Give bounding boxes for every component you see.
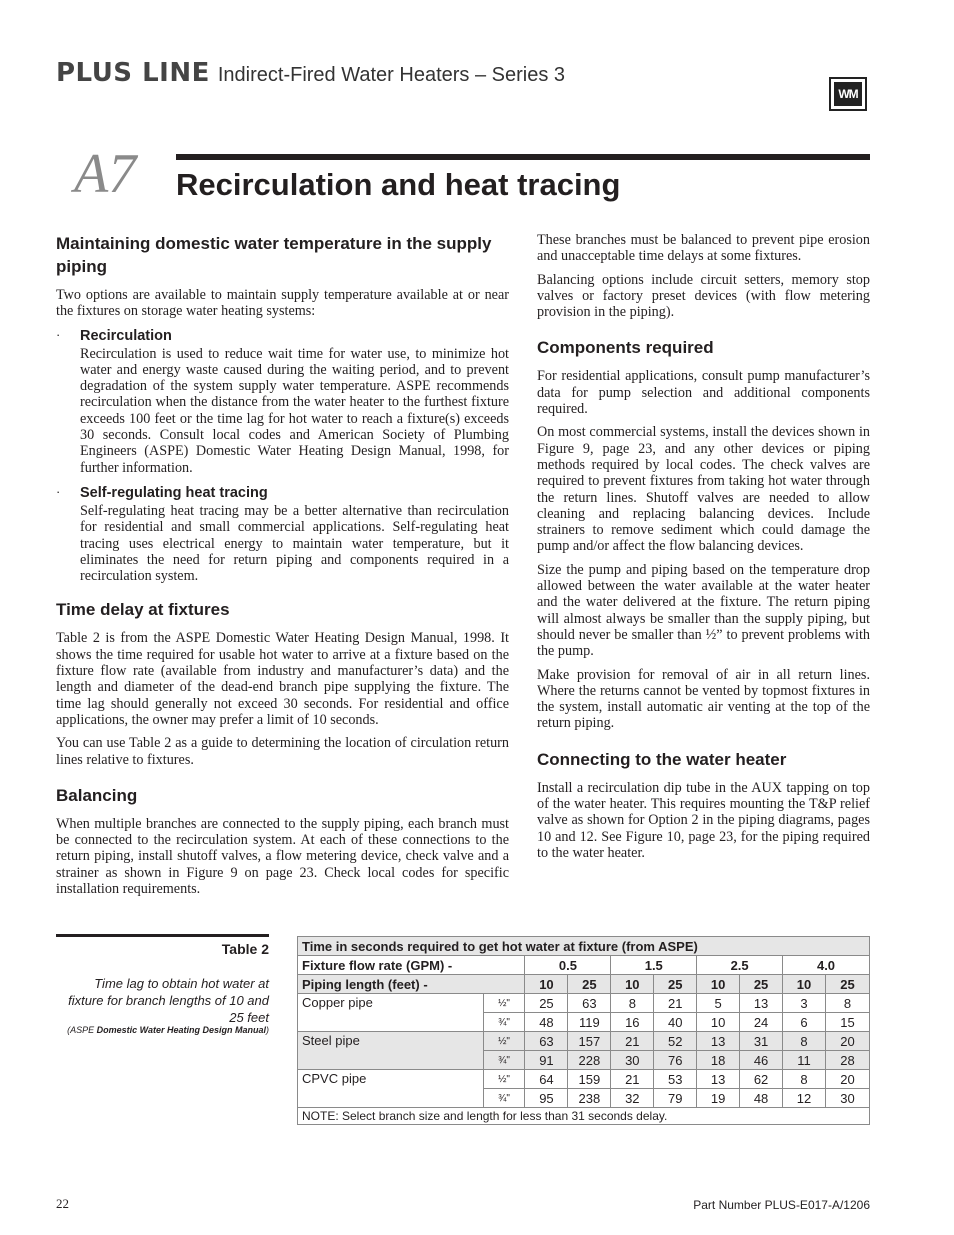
brand-name: PLUS LINE	[56, 58, 210, 88]
bullet-recirculation	[56, 327, 509, 476]
pipe-size: ½"	[483, 994, 525, 1013]
pipe-size: ½"	[483, 1032, 525, 1051]
time-value: 12	[783, 1089, 826, 1108]
time-value: 5	[697, 994, 740, 1013]
pipe-size: ½"	[483, 1070, 525, 1089]
time-value: 24	[740, 1013, 783, 1032]
time-value: 238	[568, 1089, 611, 1108]
time-value: 95	[525, 1089, 568, 1108]
time-value: 46	[740, 1051, 783, 1070]
paragraph: For residential applications, consult pump manufacturer’s data for pump selection and additional components required.	[537, 368, 870, 418]
table-note-row	[298, 1108, 870, 1125]
pipe-size: ¾"	[483, 1051, 525, 1070]
time-value: 28	[825, 1051, 869, 1070]
time-value: 8	[783, 1032, 826, 1051]
time-value: 91	[525, 1051, 568, 1070]
time-value: 8	[611, 994, 654, 1013]
time-value: 64	[525, 1070, 568, 1089]
table-row	[298, 1070, 870, 1089]
bullet-marker: ·	[56, 326, 61, 342]
table-note: NOTE: Select branch size and length for less than 31 seconds delay.	[298, 1108, 870, 1125]
table-row	[298, 1032, 870, 1051]
time-value: 40	[654, 1013, 697, 1032]
time-lag-table	[297, 936, 870, 1125]
time-value: 79	[654, 1089, 697, 1108]
material-name: CPVC pipe	[298, 1070, 484, 1108]
paragraph: Table 2 is from the ASPE Domestic Water Heating Design Manual, 1998. It shows the time required for usable hot water to arrive at a fixture based on the fixture flow rate (available from industry and manufacturer’s data) and the length and diameter of the dead-end branch pipe supplying the fixture. The time lag should generally not exceed 30 seconds. For residential and office applications, the owner may prefer a limit of 10 seconds.	[56, 630, 509, 728]
piping-length-value: 25	[740, 975, 783, 994]
paragraph: Make provision for removal of air in all return lines. Where the returns cannot be vented by topmost fixtures in the system, install automatic air venting at the top of the return piping.	[537, 666, 870, 732]
table-title: Time in seconds required to get hot water at fixture (from ASPE)	[298, 937, 870, 956]
document-header	[56, 58, 565, 88]
time-value: 52	[654, 1032, 697, 1051]
piping-length-value: 10	[783, 975, 826, 994]
table-source	[56, 1025, 269, 1035]
flow-rate-value: 4.0	[783, 956, 870, 975]
piping-length-value: 25	[825, 975, 869, 994]
section-title: Recirculation and heat tracing	[176, 167, 621, 202]
time-value: 21	[654, 994, 697, 1013]
time-value: 8	[783, 1070, 826, 1089]
time-value: 18	[697, 1051, 740, 1070]
bullet-title: Self-regulating heat tracing	[80, 484, 268, 501]
bullet-text: Self-regulating heat tracing may be a better alternative than recirculation for residential and small commercial applications. Self-regulating heat tracing uses electrical energy to maintain water temperature, but it eliminates the need for return piping and components required in a recirculation system.	[80, 502, 509, 585]
table-title-row	[298, 937, 870, 956]
pipe-size: ¾"	[483, 1013, 525, 1032]
flow-rate-value: 1.5	[611, 956, 697, 975]
paragraph: You can use Table 2 as a guide to determining the location of circulation return lines relative to fixtures.	[56, 735, 509, 768]
heading-balancing: Balancing	[56, 785, 138, 805]
piping-length-value: 10	[525, 975, 568, 994]
source-prefix: (ASPE	[67, 1025, 97, 1035]
time-value: 15	[825, 1013, 869, 1032]
time-value: 21	[611, 1032, 654, 1051]
material-name: Steel pipe	[298, 1032, 484, 1070]
pipe-size: ¾"	[483, 1089, 525, 1108]
time-value: 30	[825, 1089, 869, 1108]
time-value: 16	[611, 1013, 654, 1032]
piping-length-value: 25	[568, 975, 611, 994]
source-title: Domestic Water Heating Design Manual	[96, 1025, 266, 1035]
table-label: Table 2	[221, 941, 269, 957]
time-value: 6	[783, 1013, 826, 1032]
time-value: 10	[697, 1013, 740, 1032]
material-name: Copper pipe	[298, 994, 484, 1032]
time-value: 228	[568, 1051, 611, 1070]
piping-length-row	[298, 975, 870, 994]
paragraph: Two options are available to maintain supply temperature available at or near the fixtures on storage water heating systems:	[56, 287, 509, 320]
time-value: 53	[654, 1070, 697, 1089]
document-subtitle: Indirect-Fired Water Heaters – Series 3	[217, 64, 566, 86]
time-value: 119	[568, 1013, 611, 1032]
time-value: 31	[740, 1032, 783, 1051]
time-value: 13	[740, 994, 783, 1013]
time-value: 20	[825, 1070, 869, 1089]
piping-length-value: 10	[611, 975, 654, 994]
piping-length-value: 10	[697, 975, 740, 994]
heading-components-required: Components required	[537, 338, 714, 358]
time-value: 21	[611, 1070, 654, 1089]
paragraph: When multiple branches are connected to the supply piping, each branch must be connected to the recirculation system. At each of these connections to the return piping, install shutoff valves, a flow metering device, check valve and a strainer as shown in Figure 9 on page 23. Check local codes for specific installation requirements.	[56, 815, 509, 898]
time-value: 11	[783, 1051, 826, 1070]
piping-length-value: 25	[654, 975, 697, 994]
paragraph: Balancing options include circuit setters, memory stop valves or factory preset devices (with flow metering provision in the piping).	[537, 271, 870, 321]
time-value: 8	[825, 994, 869, 1013]
flow-rate-value: 2.5	[697, 956, 783, 975]
caption-rule	[56, 934, 269, 937]
flow-rate-value: 0.5	[525, 956, 611, 975]
paragraph: These branches must be balanced to prevent pipe erosion and unacceptable time delays at some fixtures.	[537, 232, 870, 265]
time-value: 13	[697, 1070, 740, 1089]
flow-rate-row	[298, 956, 870, 975]
time-value: 32	[611, 1089, 654, 1108]
time-value: 157	[568, 1032, 611, 1051]
bullet-heat-tracing	[56, 484, 509, 584]
heading-connecting: Connecting to the water heater	[537, 749, 787, 769]
logo-mark: WM	[834, 82, 862, 106]
flow-rate-label: Fixture flow rate (GPM) -	[298, 956, 525, 975]
heading-time-delay: Time delay at fixtures	[56, 600, 230, 620]
time-value: 62	[740, 1070, 783, 1089]
time-value: 20	[825, 1032, 869, 1051]
piping-length-label: Piping length (feet) -	[298, 975, 525, 994]
source-suffix: )	[266, 1025, 269, 1035]
time-value: 48	[740, 1089, 783, 1108]
right-column	[537, 232, 870, 868]
time-value: 3	[783, 994, 826, 1013]
section-rule	[176, 154, 870, 160]
bullet-marker: ·	[56, 483, 61, 499]
bullet-text: Recirculation is used to reduce wait time for water use, to minimize hot water and energy waste caused during the waiting period, and to prevent degradation of the system supply water temperature. ASPE recommends recirculation when the distance from the water heater to the furthest fixture exceeds 100 feet or the time lag for hot water to reach a fixture(s) exceeds 30 seconds. Consult local codes and American Society of Plumbing Engineers (ASPE) Domestic Water Heating Design Manual, 1998, for further information.	[80, 345, 509, 476]
section-number: A7	[74, 143, 137, 205]
time-value: 30	[611, 1051, 654, 1070]
table-row	[298, 994, 870, 1013]
time-value: 13	[697, 1032, 740, 1051]
paragraph: On most commercial systems, install the devices shown in Figure 9, page 23, and any other devices or piping methods required by local codes. The check valves are required to prevent fixtures from taking hot water through the return lines. Shutoff valves are needed to allow cleaning and replacing balancing devices. Include strainers to remove sediment which could damage the pump and/or affect the flow balancing devices.	[537, 424, 870, 555]
heading-maintaining-temperature: Maintaining domestic water temperature in the supply piping	[56, 234, 492, 276]
time-value: 159	[568, 1070, 611, 1089]
time-value: 25	[525, 994, 568, 1013]
part-number: Part Number PLUS-E017-A/1206	[693, 1198, 870, 1212]
time-value: 63	[525, 1032, 568, 1051]
table-caption: Time lag to obtain hot water at fixture for branch lengths of 10 and 25 feet	[68, 976, 269, 1025]
paragraph: Install a recirculation dip tube in the AUX tapping on top of the water heater. This requires mounting the T&P relief valve as shown for Option 2 in the piping diagrams, pages 10 and 12. See Figure 10, page 23, for the piping required to the water heater.	[537, 779, 870, 861]
time-value: 76	[654, 1051, 697, 1070]
time-value: 19	[697, 1089, 740, 1108]
time-value: 48	[525, 1013, 568, 1032]
paragraph: Size the pump and piping based on the temperature drop allowed between the water available at the water heater and the water delivered at the fixture. The return piping will almost always be smaller than the supply piping, but should never be smaller than ½” to prevent problems with the pump.	[537, 561, 870, 660]
time-value: 63	[568, 994, 611, 1013]
left-column	[56, 232, 509, 904]
bullet-title: Recirculation	[80, 327, 172, 344]
page-number: 22	[56, 1196, 69, 1211]
company-logo	[829, 77, 867, 111]
